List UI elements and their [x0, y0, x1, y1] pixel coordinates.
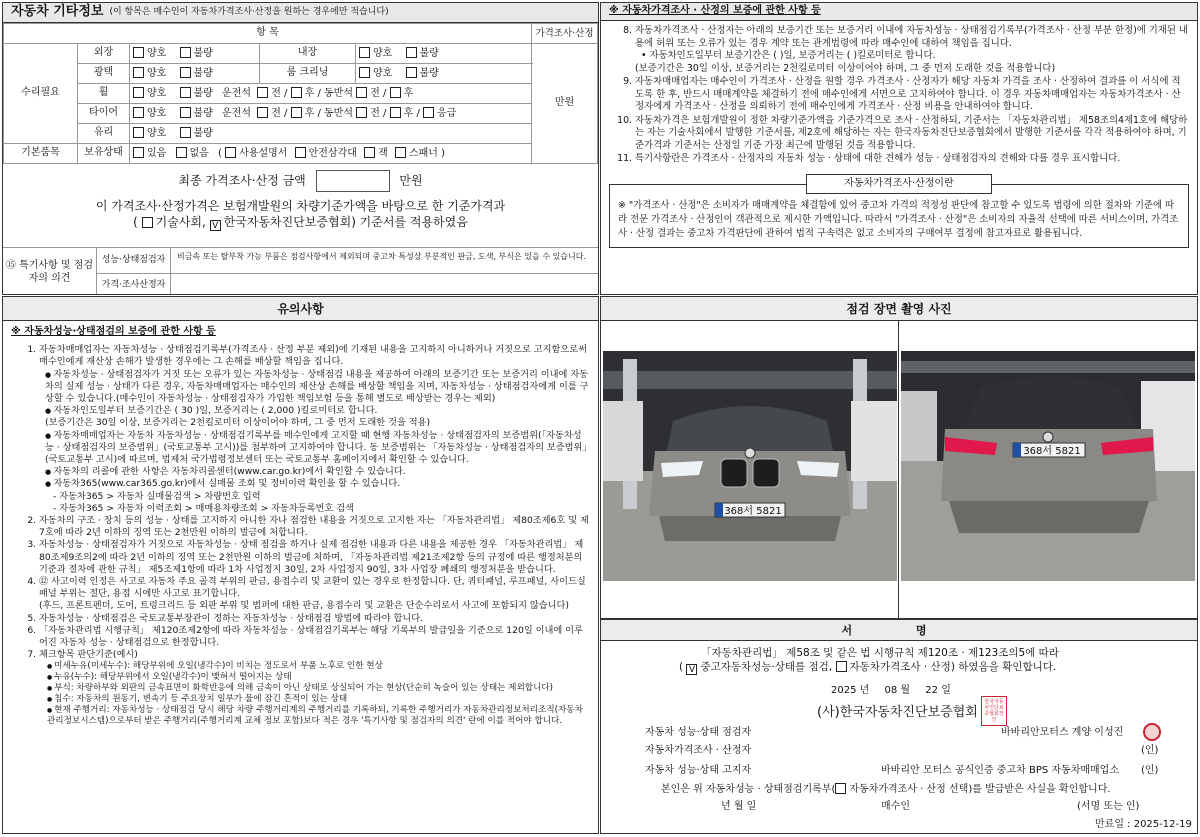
photo-sign-panel — [600, 296, 1198, 834]
special-notes-section — [3, 247, 598, 295]
triangle-checkbox[interactable] — [295, 147, 306, 158]
other-info-title: 자동차 기타정보 — [11, 4, 104, 20]
expiry-date: 만료일 : 2025-12-19 — [1095, 819, 1192, 830]
gloss-options: 양호 불량 — [130, 64, 260, 84]
price-unit: 만원 — [532, 44, 598, 164]
price-definition-box — [609, 174, 1189, 249]
special-label: ⑮ 특기사항 및 점검자의 의견 — [3, 248, 97, 295]
row-tire: 타이어 — [78, 104, 130, 124]
row-gloss: 광택 — [78, 64, 130, 84]
notice-item-2: 2. 자동차의 구조 · 장치 등의 성능 · 상태를 고지하지 아니한 자나 점검한 내용을 거짓으로 고지한 자는 「자동차관리법」 제80조제6호 및 제7호에 따라 2년 이하의 징역 또는 2천만원 이하의 벌금에 처합니다. — [39, 515, 590, 539]
col-item-header: 항 목 — [4, 24, 532, 44]
org-seal: 한국자동차진단보증협회장인 — [981, 696, 1007, 726]
notice-item-7: 7. 체크항목 판단기준(예시) ● 미세누유(미세누수): 해당부위에 오일(냉각수)이 비치는 정도로서 부품 노후로 인한 현상 ● 누유(누수): 해당부위에서 오일(냉각수)이 맺혀서 떨어지는 상태 ● 부식: 차량하부와 외판의 금속표면이 화학반응에 의해 금속이 아닌 상태로 상실되어 가는 현상(단순히 녹슬어 있는 상태는 제외합니다) ● 침수: 자동차의 원동기, 변속기 등 주요장치 일부가 물에 잠긴 흔적이 있는 상태 ● 현재 주행거리: 자동차성능 · 상태점검 당시 해당 차량 주행거리계의 주행거리를 기록하되, 기록한 주행거리가 자동차관리정보처리조직(자동차관리정보시스템)으로부터 받은 주행거리(주행거리계 교체 정보 포함)보다 적은 경우 '특기사항 및 점검자의 의견' 란에 이를 적어야 합니다. — [39, 649, 590, 727]
wheel-driver-front-checkbox[interactable] — [257, 87, 268, 98]
basis-tech-label: 기술사회 — [155, 215, 203, 229]
front-car-photo — [603, 351, 897, 581]
final-price-unit: 만원 — [399, 173, 423, 188]
sign-row1-value: 바바리안모터스 계양 이성진 — [1001, 727, 1124, 738]
notice-item-4: 4. ⑫ 사고이력 인정은 사고로 자동차 주요 골격 부위의 판금, 용접수리 및 교환이 있는 경우로 한정합니다. 단, 쿼터패널, 루프패널, 사이드실패널 부위는 절단, 용접 시에만 사고로 표기합니다. (후드, 프론트펜더, 도어, 트렁크리드 등 외판 부위 및 범퍼에 대한 판금, 용접수리 및 교환은 단순수리로서 사고에 포함되지 않습니다) — [39, 576, 590, 613]
sign-row3-value: 바바리안 모터스 공식인증 중고차 BPS 자동차매매업소 — [881, 765, 1119, 776]
warranty-item-9: 9. 자동차매매업자는 매수인이 가격조사 · 산정을 원할 경우 가격조사 · 산정자가 해당 자동차 가격을 조사 · 산정하여 결과를 이 서식에 적도록 한 후, 반드시 매매계약을 체결하기 전에 매수인에게 서면으로 고지하여야 합니다. 이 경우 자동차매매업자는 자동차가격조사 · 산정자에게 가격조사 · 산정을 의뢰하기 전에 매수인에게 가격조사 · 산정 비용을 안내하여야 합니다. — [635, 76, 1189, 114]
inspection-table — [3, 23, 598, 164]
sign-row1-label: 자동차 성능·상태 점검자 — [645, 727, 752, 738]
glass-bad-checkbox[interactable] — [180, 127, 191, 138]
basis-kaa-label: 한국자동차진단보증협회 — [223, 215, 352, 229]
buyer-sign-mark: (서명 또는 인) — [1077, 801, 1140, 812]
other-info-subtitle: (이 항목은 매수인이 자동차가격조사·산정을 원하는 경우에만 적습니다) — [109, 6, 389, 17]
front-plate-text: 368서 5821 — [724, 506, 782, 517]
gloss-good-checkbox[interactable] — [133, 67, 144, 78]
possession-none-checkbox[interactable] — [176, 147, 187, 158]
tire-driver-rear-checkbox[interactable] — [291, 107, 302, 118]
sign-day: 22 — [925, 685, 939, 696]
tire-options: 양호 불량 운전석 전 / 후 / 동반석 전 / 후 / 응급 — [130, 104, 532, 124]
tire-good-checkbox[interactable] — [133, 107, 144, 118]
notice-item-5: 5. 자동차성능 · 상태점검은 국토교통부장관이 정하는 자동차성능 · 상태점검 방법에 따라야 합니다. — [39, 613, 590, 625]
wheel-driver-rear-checkbox[interactable] — [291, 87, 302, 98]
signature-section — [601, 619, 1197, 834]
glass-good-checkbox[interactable] — [133, 127, 144, 138]
gloss-bad-checkbox[interactable] — [180, 67, 191, 78]
row-glass: 유리 — [78, 124, 130, 144]
warranty-item-10: 10. 자동차가격은 보험개발원이 정한 차량기준가액을 기준가격으로 조사 · 산정하되, 기준서는 「자동차관리법」 제58조의4제1호에 해당하는 자는 기술사회에서 발행한 기준서를, 제2호에 해당하는 자는 한국자동차진단보증협회에서 발행한 기준서를 각각 적용하여야 하며, 기준가격과 기준서는 산정일 기준 가장 최근에 발행된 것을 적용합니다. — [635, 115, 1189, 153]
sign-line1: 「자동차관리법」 제58조 및 같은 법 시행규칙 제120조 · 제123조의5에 따라 — [701, 647, 1059, 659]
price-inspector-label: 가격·조사산정자 — [97, 274, 171, 295]
glass-options: 양호 불량 — [130, 124, 532, 144]
price-warranty-panel — [600, 2, 1198, 295]
exterior-good-checkbox[interactable] — [133, 47, 144, 58]
interior-bad-checkbox[interactable] — [406, 47, 417, 58]
tire-driver-front-checkbox[interactable] — [257, 107, 268, 118]
other-info-panel — [2, 2, 599, 295]
exterior-bad-checkbox[interactable] — [180, 47, 191, 58]
sign-row3-label: 자동차 성능·상태 고지자 — [645, 765, 752, 776]
sign-date: 2025 년 08 월 22 일 — [831, 685, 951, 696]
notice-body — [3, 321, 598, 727]
manual-checkbox[interactable] — [225, 147, 236, 158]
final-price-label: 최종 가격조사·산정 금액 — [178, 173, 306, 188]
warranty-notes — [601, 21, 1197, 166]
wheel-options: 양호 불량 운전석 전 / 후 / 동반석 전 / 후 — [130, 84, 532, 104]
price-definition-title: 자동차가격조사·산정이란 — [806, 174, 992, 195]
row-exterior: 외장 — [78, 44, 130, 64]
photo-divider — [898, 321, 899, 619]
room-clean-good-checkbox[interactable] — [359, 67, 370, 78]
wheel-good-checkbox[interactable] — [133, 87, 144, 98]
repair-label: 수리필요 — [4, 44, 78, 144]
interior-options: 양호 불량 — [356, 44, 532, 64]
row-possession: 보유상태 — [78, 144, 130, 164]
notice-header: 유의사항 — [3, 297, 598, 321]
warranty-item-8: 8. 자동차가격조사 · 산정자는 아래의 보증기간 또는 보증거리 이내에 자동차성능 · 상태점검기록부(가격조사 · 산정 부분 한정)에 기재된 내용에 허위 또는 오류가 있는 경우 계약 또는 관계법령에 따라 매수인에 대하여 책임을 집니다. • 자동차인도일부터 보증기간은 ( )일, 보증거리는 ( )킬로미터로 합니다. (보증기간은 30일 이상, 보증거리는 2천킬로미터 이상이어야 하며, 그 중 먼저 도래한 것을 적용합니다) — [635, 25, 1189, 75]
basis-tech-checkbox[interactable] — [142, 217, 153, 228]
notice-panel — [2, 296, 599, 834]
exterior-options: 양호 불량 — [130, 44, 260, 64]
wheel-bad-checkbox[interactable] — [180, 87, 191, 98]
notice-item-3: 3. 자동차성능 · 상태점검자가 거짓으로 자동차성능 · 상태 점검을 하거나 실제 점검한 내용과 다른 내용을 제공한 경우 「자동차관리법」 제80조제9조의2에 따라 2년 이하의 징역 또는 2천만원 이하의 벌금에 처하며, 「자동차관리법 제21조제2항 등의 규정에 따른 행정처분의 기준과 절차에 관한 규칙」 제5조제1항에 따라 1차 사업정지 30일, 2차 사업정지 90일, 3차 사업장 폐쇄의 행정처분을 받습니다. — [39, 539, 590, 576]
basis-line1: 이 가격조사·산정가격은 보험개발원의 차량기준가액을 바탕으로 한 기준가격과 — [95, 199, 506, 213]
tire-bad-checkbox[interactable] — [180, 107, 191, 118]
tire-passenger-front-checkbox[interactable] — [356, 107, 367, 118]
interior-good-checkbox[interactable] — [359, 47, 370, 58]
tire-passenger-rear-checkbox[interactable] — [390, 107, 401, 118]
sign-org: (사)한국자동차진단보증협회 — [817, 705, 978, 720]
spanner-checkbox[interactable] — [395, 147, 406, 158]
possession-options: 있음 없음 ( 사용설명서 안전삼각대 잭 스패너 ) — [130, 144, 532, 164]
rear-plate-text: 368서 5821 — [1023, 446, 1081, 457]
sign-perf-checkbox[interactable] — [686, 664, 697, 675]
sign-year: 2025 — [831, 685, 857, 696]
confirm-price-checkbox[interactable] — [835, 783, 846, 794]
inspector-seal — [1143, 723, 1161, 741]
row-interior: 내장 — [260, 44, 356, 64]
wheel-passenger-rear-checkbox[interactable] — [390, 87, 401, 98]
warranty-header-strip — [601, 3, 1197, 21]
price-definition-text: ※ "가격조사 · 산정"은 소비자가 매매계약을 체결함에 있어 중고차 가격의 적정성 판단에 참고할 수 있도록 법령에 의한 절차와 기준에 따라 전문 가격조사 · 산정인이 객관적으로 제시한 가액입니다. 따라서 "가격조사 · 산정"은 소비자의 자율적 선택에 따른 서비스이며, 가격조사 · 산정 결과는 중고차 가격판단에 관하여 법적 구속력은 없고 소비자의 구매여부 결정에 참고자료로 활용됩니다. — [609, 184, 1189, 248]
sign-row2-label: 자동차가격조사 · 산정자 — [645, 745, 752, 756]
notice-item-1: 1. 자동차매매업자는 자동차성능 · 상태점검기록부(가격조사 · 산정 부분 제외)에 기재된 내용을 고지하지 아니하거나 거짓으로 고지함으로써 매수인에게 재산상 손해가 발생한 경우에는 그 손해를 배상할 책임을 집니다. ● 자동차성능 · 상태점검자가 거짓 또는 오류가 있는 자동차성능 · 상태점검 내용을 제공하여 아래의 보증기간 또는 보증거리 이내에 자동차의 실제 성능 · 상태가 다른 경우, 자동차매매업자는 매수인의 재산상 손해를 배상할 책임을 지며, 자동차성능 · 상태점검자에게 이를 구상할 수 있습니다.(매수인이 자동차성능 · 상태점검자가 가입한 책임보험 등을 통해 별도로 배상받는 경우는 제외) ● 자동차인도일부터 보증기간은 ( 30 )일, 보증거리는 ( 2,000 )킬로미터로 합니다. (보증기간은 30일 이상, 보증거리는 2천킬로미터 이상이어야 하며, 그 중 먼저 도래한 것을 적용) ● 자동차매매업자는 자동차 자동차성능 · 상태점검기록부를 매수인에게 고지할 때 현행 자동차성능 · 상태점검자의 보증범위(「자동차성능 · 상태점검자의 보증범위」(국토교통부 고시))를 첨부하여 고지하여야 합니다. 동 보증범위는 「자동차성능 · 상태점검자의 보증범위」(국토교통부 고시)에 따르며, 법제처 국가법령정보센터 또는 국토교통부 홈페이지에서 확인할 수 있습니다. ● 자동차의 리콜에 관한 사항은 자동차리콜센터(www.car.go.kr)에서 확인할 수 있습니다. ● 자동차365(www.car365.go.kr)에서 실매물 조회 및 정비이력 확인을 할 수 있습니다. - 자동차365 > 자동차 실매물검색 > 차량번호 입력 - 자동차365 > 자동차 이력조회 > 매매용차량조회 > 자동차등록번호 검색 — [39, 344, 590, 515]
notice-item-6: 6. 「자동차관리법 시행규칙」 제120조제2항에 따라 자동차성능 · 상태점검기록부는 해당 기록부의 발급일을 기준으로 120일 이내에 이루어진 자동차 성능 · 상태점검으로 한정합니다. — [39, 625, 590, 649]
rear-car-photo — [901, 351, 1195, 581]
basic-label: 기본품목 — [4, 144, 78, 164]
wheel-passenger-front-checkbox[interactable] — [356, 87, 367, 98]
jack-checkbox[interactable] — [364, 147, 375, 158]
sign-confirm: 본인은 위 자동차성능 · 상태점검기록부( 자동차가격조사 · 산정 선택)를 발급받은 사실을 확인합니다. — [661, 784, 1111, 795]
col-price-header: 가격조사·산정 — [532, 24, 598, 44]
sign-month: 08 — [884, 685, 898, 696]
warranty-item-11: 11. 특기사항란은 가격조사 · 산정자의 자동차 성능 · 상태에 대한 견해가 성능 · 상태점검자의 견해와 다를 경우 표시합니다. — [635, 153, 1189, 166]
price-inspector-row — [97, 274, 598, 295]
basis-kaa-checkbox[interactable] — [210, 220, 221, 231]
row-wheel: 휠 — [78, 84, 130, 104]
photo-header: 점검 장면 촬영 사진 — [601, 297, 1197, 321]
signature-header: 서 명 — [601, 619, 1197, 641]
basis-text: 이 가격조사·산정가격은 보험개발원의 차량기준가액을 바탕으로 한 기준가격과 ( 기술사회, V한국자동차진단보증협회) 기준서를 적용하였음 — [3, 198, 598, 231]
perf-inspector-row — [97, 248, 598, 274]
buyer-label: 매수인 — [881, 801, 910, 812]
photo-area — [601, 321, 1197, 619]
sign-price-checkbox[interactable] — [836, 661, 847, 672]
possession-has-checkbox[interactable] — [133, 147, 144, 158]
notice-subheader: ※ 자동차성능·상태점검의 보증에 관한 사항 등 — [11, 326, 216, 337]
sign-line2: ( V중고자동차성능·상태를 점검, 자동차가격조사 · 산정) 하였음을 확인합니다. — [679, 661, 1056, 675]
room-clean-bad-checkbox[interactable] — [406, 67, 417, 78]
room-clean-options: 양호 불량 — [356, 64, 532, 84]
final-price-row — [3, 164, 598, 192]
tire-emergency-checkbox[interactable] — [423, 107, 434, 118]
sign-row2-mark: (인) — [1141, 745, 1159, 756]
other-info-title-strip — [3, 3, 598, 23]
final-price-input[interactable] — [316, 170, 390, 192]
buyer-date-blank: 년 월 일 — [721, 801, 757, 812]
perf-inspector-text: 비금속 또는 탈부착 가능 부품은 점검사항에서 제외되며 중고차 특성상 부분적인 판금, 도색, 부식은 있을 수 있습니다. — [177, 252, 586, 261]
row-room-clean: 룸 크리닝 — [260, 64, 356, 84]
warranty-header: ※ 자동차가격조사 · 산정의 보증에 관한 사항 등 — [609, 5, 821, 17]
perf-inspector-label: 성능·상태점검자 — [97, 248, 171, 273]
sign-row3-mark: (인) — [1141, 765, 1159, 776]
